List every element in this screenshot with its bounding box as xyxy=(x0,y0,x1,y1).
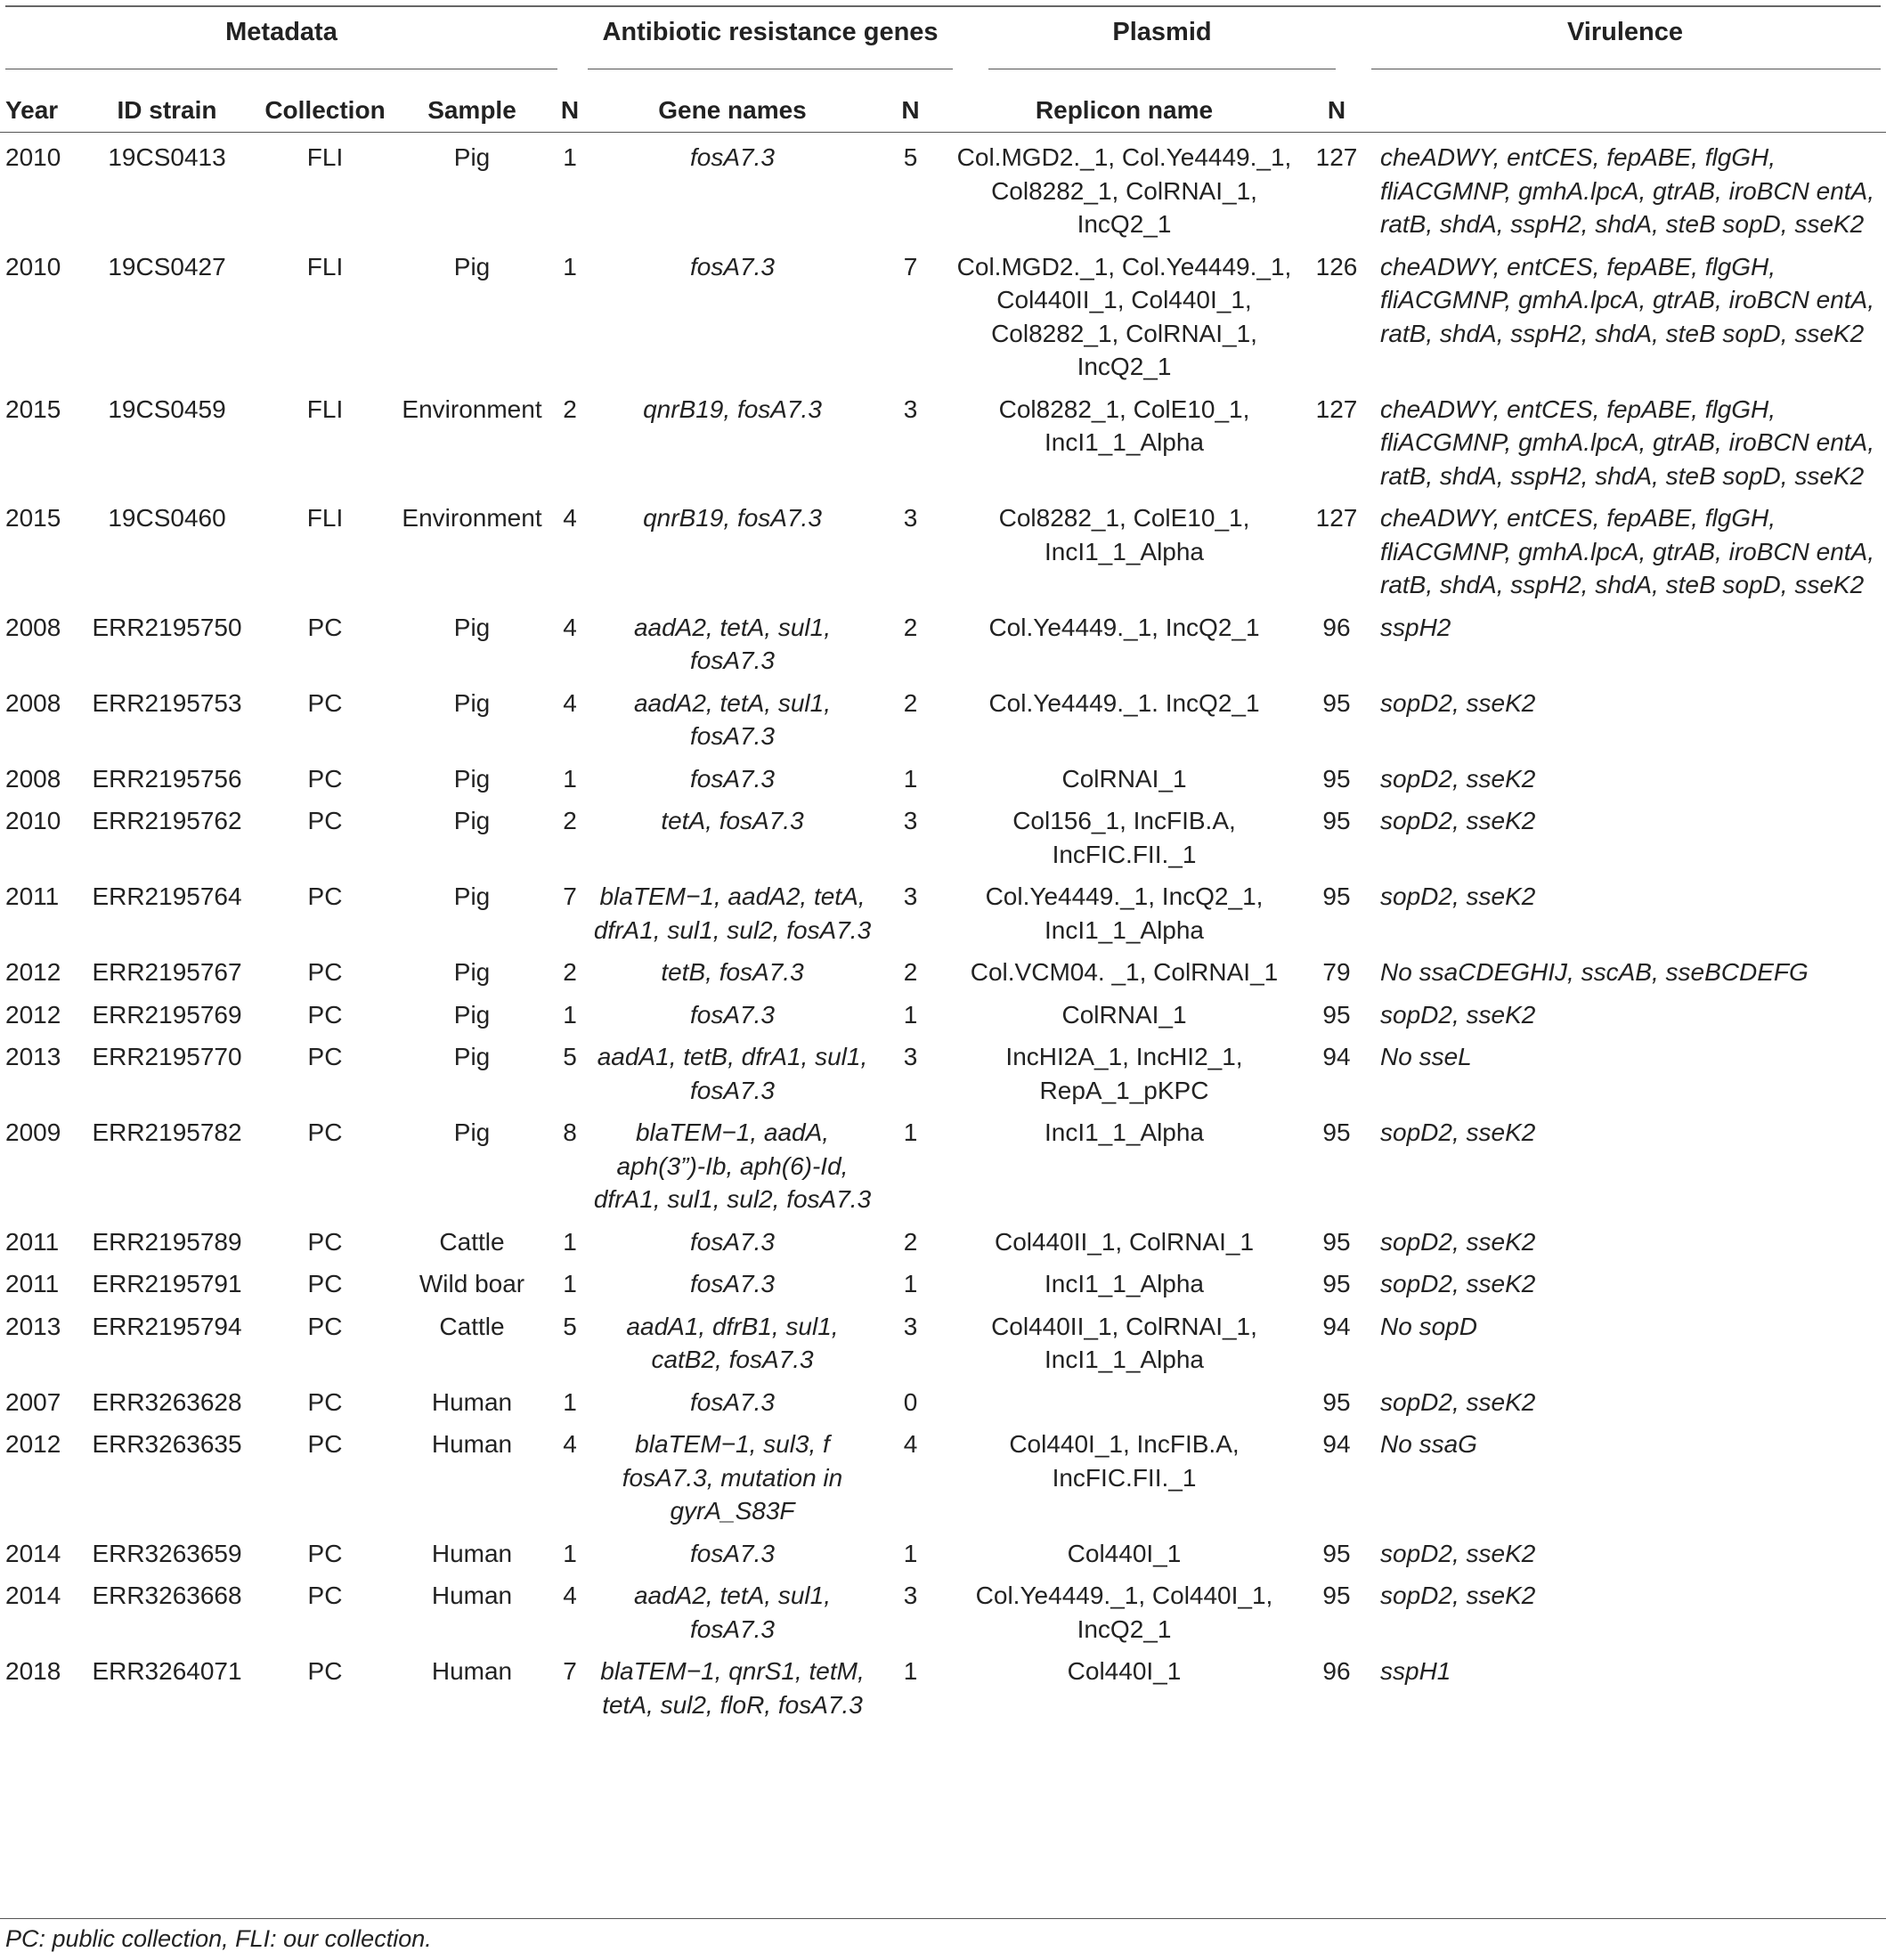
cell-virulence-n: 126 xyxy=(1315,252,1358,281)
cell-arg-n: 4 xyxy=(563,1430,577,1458)
header-row xyxy=(0,84,1886,137)
cell-replicon-name: IncI1_1_Alpha xyxy=(1044,1270,1205,1297)
cell-collection: PC xyxy=(307,1582,343,1609)
cell-id-strain: ERR3263659 xyxy=(92,1539,242,1567)
cell-virulence-n: 94 xyxy=(1322,1430,1351,1458)
cell-collection: PC xyxy=(307,613,343,641)
cell-collection: PC xyxy=(307,958,343,986)
cell-gene-names: blaTEM−1, aadA2, tetA, dfrA1, sul1, sul2, fosA7.3 xyxy=(593,882,872,944)
cell-arg-n: 1 xyxy=(563,1539,577,1567)
cell-sample: Pig xyxy=(453,1118,491,1146)
cell-virulence-genes: sopD2, sseK2 xyxy=(1380,1387,1536,1416)
cell-id-strain: ERR3264071 xyxy=(92,1657,242,1685)
cell-id-strain: ERR3263668 xyxy=(92,1582,242,1609)
col-virulence-genes xyxy=(1373,84,1886,137)
cell-sample: Pig xyxy=(453,143,491,171)
col-collection: Collection xyxy=(264,96,386,125)
cell-arg-n: 7 xyxy=(563,882,577,910)
cell-year: 2012 xyxy=(5,1430,61,1458)
table-row xyxy=(0,137,1886,247)
cell-virulence-n: 96 xyxy=(1322,613,1351,641)
cell-arg-n: 7 xyxy=(563,1657,577,1685)
cell-arg-n: 1 xyxy=(563,252,577,281)
cell-id-strain: 19CS0459 xyxy=(108,394,226,423)
cell-virulence-genes: sopD2, sseK2 xyxy=(1380,882,1536,910)
cell-year: 2013 xyxy=(5,1043,61,1070)
cell-year: 2010 xyxy=(5,252,61,281)
cell-virulence-n: 127 xyxy=(1315,143,1358,171)
table-row xyxy=(0,1575,1886,1651)
table-row xyxy=(0,1533,1886,1576)
cell-year: 2010 xyxy=(5,143,61,171)
cell-gene-names: qnrB19, fosA7.3 xyxy=(643,394,822,423)
cell-id-strain: ERR2195794 xyxy=(92,1312,242,1340)
cell-virulence-genes: cheADWY, entCES, fepABE, flgGH, fliACGMNP, gmhA.lpcA, gtrAB, iroBCN entA, ratB, shdA, sspH2, shdA, steB sopD, sseK2 xyxy=(1380,504,1874,598)
top-rule xyxy=(5,5,1881,7)
cell-replicon-name: ColRNAI_1 xyxy=(1061,1000,1187,1029)
cell-id-strain: ERR2195770 xyxy=(92,1043,242,1070)
cell-year: 2012 xyxy=(5,958,61,986)
cell-gene-names: fosA7.3 xyxy=(690,764,775,793)
cell-virulence-n: 127 xyxy=(1315,504,1358,532)
cell-arg-n: 1 xyxy=(563,1000,577,1029)
cell-collection: PC xyxy=(307,1387,343,1416)
table-row xyxy=(0,1037,1886,1112)
cell-arg-n: 4 xyxy=(563,1582,577,1609)
cell-gene-names: blaTEM−1, aadA, aph(3”)-Ib, aph(6)-Id, dfrA1, sul1, sul2, fosA7.3 xyxy=(593,1118,872,1213)
cell-plasmid-n: 2 xyxy=(903,958,918,986)
cell-collection: PC xyxy=(307,1430,343,1458)
cell-plasmid-n: 1 xyxy=(903,1000,918,1029)
cell-sample: Cattle xyxy=(439,1227,505,1256)
cell-plasmid-n: 3 xyxy=(903,807,918,834)
cell-virulence-n: 96 xyxy=(1322,1657,1351,1685)
cell-replicon-name: IncHI2A_1, IncHI2_1, RepA_1_pKPC xyxy=(1005,1043,1243,1104)
cell-collection: PC xyxy=(307,1312,343,1340)
table-row xyxy=(0,247,1886,389)
cell-year: 2011 xyxy=(5,882,60,910)
cell-year: 2011 xyxy=(5,1227,60,1256)
cell-sample: Pig xyxy=(453,688,491,717)
cell-sample: Pig xyxy=(453,1000,491,1029)
cell-arg-n: 8 xyxy=(563,1118,577,1146)
cell-virulence-n: 127 xyxy=(1315,394,1358,423)
cell-sample: Pig xyxy=(453,882,491,910)
cell-virulence-genes: sopD2, sseK2 xyxy=(1380,1227,1536,1256)
cell-sample: Pig xyxy=(453,807,491,834)
cell-plasmid-n: 1 xyxy=(903,764,918,793)
cell-year: 2012 xyxy=(5,1000,61,1029)
group-plasmid: Plasmid xyxy=(1112,18,1212,46)
cell-virulence-genes: sopD2, sseK2 xyxy=(1380,1539,1536,1567)
cell-virulence-genes: sspH2 xyxy=(1380,613,1451,641)
data-table xyxy=(0,84,1886,1727)
cell-year: 2015 xyxy=(5,394,61,423)
cell-collection: PC xyxy=(307,1539,343,1567)
cell-virulence-genes: cheADWY, entCES, fepABE, flgGH, fliACGMNP, gmhA.lpcA, gtrAB, iroBCN entA, ratB, shdA, sspH2, shdA, steB sopD, sseK2 xyxy=(1380,252,1874,347)
col-plasmid-n: N xyxy=(901,96,920,125)
cell-id-strain: ERR2195789 xyxy=(92,1227,242,1256)
cell-replicon-name: Col.Ye4449._1, Col440I_1, IncQ2_1 xyxy=(975,1582,1273,1643)
footnote: PC: public collection, FLI: our collection. xyxy=(5,1925,432,1952)
cell-sample: Environment xyxy=(402,394,542,423)
cell-virulence-genes: sopD2, sseK2 xyxy=(1380,807,1536,834)
cell-replicon-name: Col440II_1, ColRNAI_1 xyxy=(994,1227,1255,1256)
table-row xyxy=(0,607,1886,683)
cell-virulence-n: 94 xyxy=(1322,1312,1351,1340)
cell-replicon-name: Col.MGD2._1, Col.Ye4449._1, Col8282_1, ColRNAI_1, IncQ2_1 xyxy=(956,143,1292,238)
cell-id-strain: ERR2195769 xyxy=(92,1000,242,1029)
cell-plasmid-n: 4 xyxy=(903,1430,918,1458)
cell-replicon-name: Col.MGD2._1, Col.Ye4449._1, Col440II_1, Col440I_1, Col8282_1, ColRNAI_1, IncQ2_1 xyxy=(956,252,1292,380)
cell-virulence-genes: sopD2, sseK2 xyxy=(1380,764,1536,793)
cell-virulence-genes: sspH1 xyxy=(1380,1657,1451,1685)
cell-plasmid-n: 3 xyxy=(903,394,918,423)
table-row xyxy=(0,801,1886,876)
cell-year: 2008 xyxy=(5,764,61,793)
cell-plasmid-n: 3 xyxy=(903,504,918,532)
cell-gene-names: fosA7.3 xyxy=(690,1270,775,1297)
table-row xyxy=(0,1651,1886,1727)
cell-id-strain: ERR2195791 xyxy=(92,1270,242,1297)
cell-gene-names: fosA7.3 xyxy=(690,1000,775,1029)
table-row xyxy=(0,1382,1886,1425)
cell-virulence-n: 95 xyxy=(1322,807,1351,834)
cell-id-strain: 19CS0413 xyxy=(108,143,226,171)
cell-replicon-name: Col440I_1 xyxy=(1067,1539,1182,1567)
table-row xyxy=(0,683,1886,759)
cell-id-strain: 19CS0427 xyxy=(108,252,226,281)
cell-year: 2008 xyxy=(5,613,61,641)
cell-virulence-n: 95 xyxy=(1322,1270,1351,1297)
col-arg-n: N xyxy=(560,96,580,125)
cell-year: 2014 xyxy=(5,1582,61,1609)
cell-id-strain: ERR2195782 xyxy=(92,1118,242,1146)
cell-arg-n: 1 xyxy=(563,143,577,171)
cell-collection: PC xyxy=(307,1270,343,1297)
cell-virulence-n: 95 xyxy=(1322,764,1351,793)
cell-gene-names: qnrB19, fosA7.3 xyxy=(643,504,822,532)
cell-collection: FLI xyxy=(306,394,344,423)
cell-id-strain: ERR2195756 xyxy=(92,764,242,793)
cell-id-strain: ERR2195753 xyxy=(92,688,242,717)
col-virulence-n: N xyxy=(1327,96,1346,125)
col-id-strain: ID strain xyxy=(117,96,217,125)
cell-plasmid-n: 1 xyxy=(903,1657,918,1685)
cell-collection: PC xyxy=(307,1000,343,1029)
cell-replicon-name: Col156_1, IncFIB.A, IncFIC.FII._1 xyxy=(1012,807,1236,868)
table-row xyxy=(0,876,1886,952)
cell-plasmid-n: 3 xyxy=(903,882,918,910)
cell-replicon-name: Col8282_1, ColE10_1, IncI1_1_Alpha xyxy=(998,394,1250,456)
table-row xyxy=(0,1306,1886,1382)
cell-plasmid-n: 0 xyxy=(903,1387,918,1416)
cell-arg-n: 5 xyxy=(563,1043,577,1070)
cell-gene-names: fosA7.3 xyxy=(690,252,775,281)
cell-year: 2011 xyxy=(5,1270,60,1297)
cell-sample: Human xyxy=(431,1582,513,1609)
cell-virulence-genes: sopD2, sseK2 xyxy=(1380,1000,1536,1029)
cell-id-strain: ERR2195762 xyxy=(92,807,242,834)
cell-sample: Wild boar xyxy=(419,1270,525,1297)
cell-arg-n: 4 xyxy=(563,613,577,641)
col-replicon-name: Replicon name xyxy=(1035,96,1214,125)
cell-virulence-n: 95 xyxy=(1322,1539,1351,1567)
cell-virulence-genes: cheADWY, entCES, fepABE, flgGH, fliACGMNP, gmhA.lpcA, gtrAB, iroBCN entA, ratB, shdA, sspH2, shdA, steB sopD, sseK2 xyxy=(1380,143,1874,238)
cell-virulence-genes: sopD2, sseK2 xyxy=(1380,1118,1536,1146)
cell-virulence-genes: sopD2, sseK2 xyxy=(1380,1582,1536,1609)
cell-id-strain: ERR2195764 xyxy=(92,882,242,910)
cell-collection: FLI xyxy=(306,252,344,281)
table-body xyxy=(0,137,1886,1727)
table-row xyxy=(0,1264,1886,1306)
cell-plasmid-n: 5 xyxy=(903,143,918,171)
cell-plasmid-n: 2 xyxy=(903,688,918,717)
cell-sample: Environment xyxy=(402,504,542,532)
cell-virulence-genes: No sseL xyxy=(1380,1043,1472,1070)
cell-virulence-genes: No ssaCDEGHIJ, sscAB, sseBCDEFG xyxy=(1380,958,1809,986)
cell-virulence-genes: cheADWY, entCES, fepABE, flgGH, fliACGMNP, gmhA.lpcA, gtrAB, iroBCN entA, ratB, shdA, sspH2, shdA, steB sopD, sseK2 xyxy=(1380,394,1874,490)
cell-arg-n: 2 xyxy=(563,394,577,423)
cell-replicon-name: Col.Ye4449._1, IncQ2_1 xyxy=(988,613,1260,641)
cell-virulence-n: 95 xyxy=(1322,882,1351,910)
cell-arg-n: 1 xyxy=(563,1227,577,1256)
cell-gene-names: tetA, fosA7.3 xyxy=(661,807,804,834)
cell-year: 2018 xyxy=(5,1657,61,1685)
cell-replicon-name: Col.VCM04. _1, ColRNAI_1 xyxy=(970,958,1279,986)
cell-plasmid-n: 3 xyxy=(903,1312,918,1340)
cell-virulence-n: 95 xyxy=(1322,1118,1351,1146)
cell-year: 2010 xyxy=(5,807,61,834)
cell-plasmid-n: 1 xyxy=(903,1539,918,1567)
cell-arg-n: 1 xyxy=(563,764,577,793)
cell-id-strain: 19CS0460 xyxy=(108,504,226,532)
cell-gene-names: blaTEM−1, qnrS1, tetM, tetA, sul2, floR, fosA7.3 xyxy=(600,1657,865,1719)
cell-collection: PC xyxy=(307,807,343,834)
cell-virulence-genes: sopD2, sseK2 xyxy=(1380,1270,1536,1297)
table-row xyxy=(0,952,1886,995)
table-row xyxy=(0,1424,1886,1533)
col-sample: Sample xyxy=(427,96,516,125)
cell-gene-names: fosA7.3 xyxy=(690,1539,775,1567)
cell-virulence-n: 95 xyxy=(1322,1387,1351,1416)
cell-collection: FLI xyxy=(306,504,344,532)
cell-replicon-name: Col440I_1 xyxy=(1067,1657,1182,1685)
cell-sample: Pig xyxy=(453,1043,491,1070)
cell-collection: PC xyxy=(307,1043,343,1070)
cell-sample: Pig xyxy=(453,958,491,986)
cell-virulence-n: 95 xyxy=(1322,1582,1351,1609)
table-row xyxy=(0,498,1886,607)
cell-gene-names: blaTEM−1, sul3, f fosA7.3, mutation in gyrA_S83F xyxy=(622,1430,843,1525)
cell-sample: Human xyxy=(431,1657,513,1685)
cell-arg-n: 2 xyxy=(563,958,577,986)
cell-id-strain: ERR2195750 xyxy=(92,613,242,641)
cell-sample: Human xyxy=(431,1387,513,1416)
cell-replicon-name: Col8282_1, ColE10_1, IncI1_1_Alpha xyxy=(998,504,1250,565)
col-year: Year xyxy=(5,96,59,125)
cell-plasmid-n: 2 xyxy=(903,1227,918,1256)
cell-id-strain: ERR2195767 xyxy=(92,958,242,986)
cell-collection: PC xyxy=(307,764,343,793)
group-antibiotic-resistance: Antibiotic resistance genes xyxy=(602,18,939,46)
cell-gene-names: aadA2, tetA, sul1, fosA7.3 xyxy=(633,1582,832,1643)
cell-collection: PC xyxy=(307,1657,343,1685)
cell-collection: PC xyxy=(307,882,343,910)
cell-collection: PC xyxy=(307,1118,343,1146)
cell-arg-n: 1 xyxy=(563,1270,577,1297)
cell-gene-names: fosA7.3 xyxy=(690,1387,775,1416)
cell-plasmid-n: 3 xyxy=(903,1043,918,1070)
col-gene-names: Gene names xyxy=(658,96,807,125)
cell-virulence-n: 95 xyxy=(1322,688,1351,717)
cell-virulence-n: 95 xyxy=(1322,1000,1351,1029)
group-virulence: Virulence xyxy=(1566,18,1684,46)
cell-gene-names: aadA2, tetA, sul1, fosA7.3 xyxy=(633,688,832,750)
table-row xyxy=(0,389,1886,499)
cell-replicon-name: ColRNAI_1 xyxy=(1061,764,1187,793)
cell-id-strain: ERR3263628 xyxy=(92,1387,242,1416)
cell-replicon-name: Col440I_1, IncFIB.A, IncFIC.FII._1 xyxy=(1009,1430,1240,1492)
cell-year: 2007 xyxy=(5,1387,61,1416)
cell-gene-names: tetB, fosA7.3 xyxy=(661,958,804,986)
cell-gene-names: aadA1, tetB, dfrA1, sul1, fosA7.3 xyxy=(597,1043,868,1104)
cell-sample: Pig xyxy=(453,252,491,281)
cell-replicon-name: IncI1_1_Alpha xyxy=(1044,1118,1205,1146)
cell-virulence-n: 79 xyxy=(1322,958,1351,986)
cell-gene-names: aadA1, dfrB1, sul1, catB2, fosA7.3 xyxy=(626,1312,839,1373)
group-metadata: Metadata xyxy=(225,18,337,46)
cell-year: 2014 xyxy=(5,1539,61,1567)
cell-arg-n: 5 xyxy=(563,1312,577,1340)
cell-virulence-n: 94 xyxy=(1322,1043,1351,1070)
cell-replicon-name xyxy=(948,1382,1300,1425)
table-row xyxy=(0,995,1886,1037)
cell-year: 2009 xyxy=(5,1118,61,1146)
cell-replicon-name: Col.Ye4449._1. IncQ2_1 xyxy=(988,688,1260,717)
table-row xyxy=(0,1112,1886,1222)
cell-virulence-n: 95 xyxy=(1322,1227,1351,1256)
cell-plasmid-n: 1 xyxy=(903,1118,918,1146)
cell-gene-names: fosA7.3 xyxy=(690,143,775,171)
cell-sample: Human xyxy=(431,1430,513,1458)
cell-virulence-genes: sopD2, sseK2 xyxy=(1380,688,1536,717)
cell-virulence-genes: No sopD xyxy=(1380,1312,1477,1340)
table-row xyxy=(0,759,1886,801)
cell-arg-n: 1 xyxy=(563,1387,577,1416)
cell-collection: FLI xyxy=(306,143,344,171)
cell-collection: PC xyxy=(307,1227,343,1256)
table-row xyxy=(0,1222,1886,1265)
cell-arg-n: 4 xyxy=(563,504,577,532)
cell-sample: Pig xyxy=(453,613,491,641)
cell-sample: Human xyxy=(431,1539,513,1567)
cell-year: 2008 xyxy=(5,688,61,717)
cell-replicon-name: Col.Ye4449._1, IncQ2_1, IncI1_1_Alpha xyxy=(985,882,1264,944)
cell-plasmid-n: 1 xyxy=(903,1270,918,1297)
cell-collection: PC xyxy=(307,688,343,717)
cell-gene-names: fosA7.3 xyxy=(690,1227,775,1256)
cell-plasmid-n: 3 xyxy=(903,1582,918,1609)
cell-id-strain: ERR3263635 xyxy=(92,1430,242,1458)
cell-plasmid-n: 2 xyxy=(903,613,918,641)
bottom-rule xyxy=(0,1918,1886,1919)
cell-sample: Pig xyxy=(453,764,491,793)
cell-replicon-name: Col440II_1, ColRNAI_1, IncI1_1_Alpha xyxy=(991,1312,1257,1373)
cell-year: 2015 xyxy=(5,504,61,532)
cell-year: 2013 xyxy=(5,1312,61,1340)
cell-arg-n: 2 xyxy=(563,807,577,834)
cell-plasmid-n: 7 xyxy=(903,252,918,281)
cell-gene-names: aadA2, tetA, sul1, fosA7.3 xyxy=(633,613,832,674)
cell-arg-n: 4 xyxy=(563,688,577,717)
cell-sample: Cattle xyxy=(439,1312,505,1340)
cell-virulence-genes: No ssaG xyxy=(1380,1430,1477,1458)
